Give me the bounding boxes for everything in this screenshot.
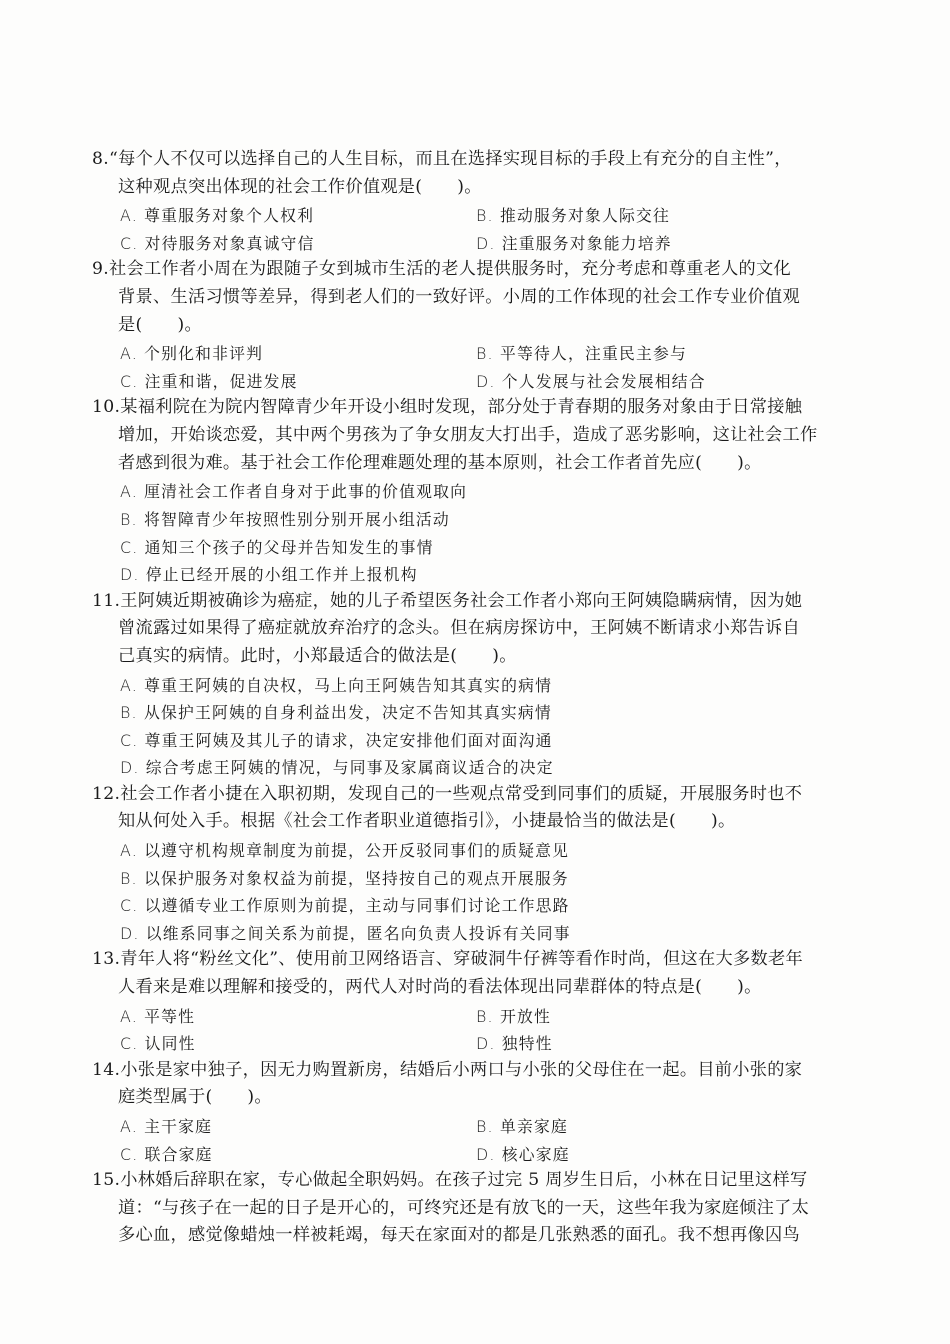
question-stem-text: 小林婚后辞职在家，专心做起全职妈妈。在孩子过完 5 周岁生日后，小林在日记里这样写 (120, 1169, 808, 1190)
question-8 (92, 146, 872, 256)
answer-options (92, 339, 872, 394)
question-stem-line: 背景、生活习惯等差异，得到老人们的一致好评。小周的工作体现的社会工作专业价值观 (118, 286, 801, 307)
answer-option: A. 个别化和非评判 (120, 344, 264, 364)
question-stem-first-line (92, 588, 872, 616)
question-stem-line: 己真实的病情。此时，小郑最适合的做法是( )。 (118, 645, 517, 666)
answer-options (92, 1112, 872, 1167)
question-stem-first-line (92, 781, 872, 809)
option-row (120, 477, 872, 505)
answer-option: B. 从保护王阿姨的自身利益出发，决定不告知其真实病情 (120, 703, 552, 723)
answer-option: C. 对待服务对象真诚守信 (120, 234, 315, 254)
question-stem-first-line (92, 1167, 872, 1195)
question-stem-text: 青年人将“粉丝文化”、使用前卫网络语言、穿破洞牛仔裤等看作时尚，但这在大多数老年 (120, 949, 803, 970)
question-number: 12. (92, 783, 121, 804)
answer-option: D. 独特性 (476, 1034, 553, 1054)
answer-option: C. 尊重王阿姨及其儿子的请求，决定安排他们面对面沟通 (120, 730, 553, 750)
question-number: 13. (92, 949, 121, 970)
answer-option: A. 主干家庭 (120, 1117, 213, 1137)
question-stem-line: 这种观点突出体现的社会工作价值观是( )。 (118, 176, 482, 197)
answer-options (92, 477, 872, 587)
option-row (120, 229, 872, 257)
question-stem-line: 庭类型属于( )。 (118, 1087, 272, 1108)
answer-option: B. 将智障青少年按照性别分别开展小组活动 (120, 510, 450, 530)
option-row (120, 339, 872, 367)
exam-page (92, 146, 872, 1250)
answer-option: D. 停止已经开展的小组工作并上报机构 (120, 565, 418, 585)
option-row (120, 919, 872, 947)
answer-options (92, 670, 872, 780)
question-number: 14. (92, 1059, 121, 1080)
question-9 (92, 256, 872, 394)
question-stem-text: 社会工作者小捷在入职初期，发现自己的一些观点常受到同事们的质疑，开展服务时也不 (120, 783, 803, 804)
question-number: 11. (92, 590, 121, 611)
answer-option: C. 认同性 (120, 1034, 196, 1054)
answer-option: B. 以保护服务对象权益为前提，坚持按自己的观点开展服务 (120, 868, 569, 888)
question-14 (92, 1057, 872, 1167)
answer-option: D. 综合考虑王阿姨的情况，与同事及家属商议适合的决定 (120, 758, 554, 778)
answer-option: A. 尊重王阿姨的自决权，马上向王阿姨告知其真实的病情 (120, 675, 553, 695)
question-stem-line: 是( )。 (118, 314, 202, 335)
question-stem-line: 知从何处入手。根据《社会工作者职业道德指引》，小捷最恰当的做法是( )。 (118, 811, 736, 832)
question-12 (92, 781, 872, 947)
question-stem-line: 增加，开始谈恋爱，其中两个男孩为了争女朋友大打出手，造成了恶劣影响，这让社会工作 (118, 424, 818, 445)
question-stem-text: 王阿姨近期被确诊为癌症，她的儿子希望医务社会工作者小郑向王阿姨隐瞒病情，因为她 (120, 590, 803, 611)
question-stem-line: 曾流露过如果得了癌症就放弃治疗的念头。但在病房探访中，王阿姨不断请求小郑告诉自 (118, 618, 801, 639)
question-stem-line: 多心血，感觉像蜡烛一样被耗竭，每天在家面对的都是几张熟悉的面孔。我不想再像囚鸟 (118, 1225, 801, 1246)
option-row (120, 505, 872, 533)
question-stem-text: 社会工作者小周在为跟随子女到城市生活的老人提供服务时，充分考虑和尊重老人的文化 (109, 259, 792, 280)
answer-option: C. 以遵循专业工作原则为前提，主动与同事们讨论工作思路 (120, 896, 570, 916)
answer-option: C. 注重和谐，促进发展 (120, 372, 298, 392)
answer-option: A. 尊重服务对象个人权利 (120, 206, 315, 226)
option-row (120, 1001, 872, 1029)
answer-options (92, 836, 872, 946)
question-stem-first-line (92, 394, 872, 422)
option-row (120, 670, 872, 698)
answer-options (92, 1001, 872, 1056)
question-stem-text: 某福利院在为院内智障青少年开设小组时发现，部分处于青春期的服务对象由于日常接触 (120, 397, 803, 418)
question-number: 9. (92, 259, 109, 280)
option-row (120, 891, 872, 919)
option-row (120, 367, 872, 395)
option-row (120, 1112, 872, 1140)
question-number: 8. (92, 149, 109, 169)
answer-option: B. 单亲家庭 (476, 1117, 568, 1137)
question-stem-line: 者感到很为难。基于社会工作伦理难题处理的基本原则，社会工作者首先应( )。 (118, 452, 762, 473)
answer-option: A. 厘清社会工作者自身对于此事的价值观取向 (120, 482, 468, 502)
answer-option: C. 通知三个孩子的父母并告知发生的事情 (120, 537, 434, 557)
option-row (120, 560, 872, 588)
option-row (120, 532, 872, 560)
question-11 (92, 588, 872, 781)
option-row (120, 863, 872, 891)
answer-option: D. 核心家庭 (476, 1144, 570, 1164)
option-row (120, 1029, 872, 1057)
question-stem-line: 道：“与孩子在一起的日子是开心的，可终究还是有放飞的一天，这些年我为家庭倾注了太 (118, 1197, 810, 1218)
question-number: 15. (92, 1169, 121, 1190)
question-stem-first-line (92, 146, 872, 174)
question-stem-first-line (92, 256, 872, 284)
answer-option: A. 平等性 (120, 1006, 196, 1026)
answer-option: A. 以遵守机构规章制度为前提，公开反驳同事们的质疑意见 (120, 841, 570, 861)
answer-option: C. 联合家庭 (120, 1144, 213, 1164)
answer-option: D. 个人发展与社会发展相结合 (476, 372, 706, 392)
option-row (120, 753, 872, 781)
answer-option: B. 推动服务对象人际交往 (476, 206, 670, 226)
question-stem-line: 人看来是难以理解和接受的，两代人对时尚的看法体现出同辈群体的特点是( )。 (118, 976, 762, 997)
question-10 (92, 394, 872, 587)
question-stem-first-line (92, 946, 872, 974)
question-number: 10. (92, 397, 121, 418)
answer-option: B. 开放性 (476, 1006, 551, 1026)
answer-option: D. 以维系同事之间关系为前提，匿名向负责人投诉有关同事 (120, 923, 571, 943)
option-row (120, 725, 872, 753)
question-13 (92, 946, 872, 1056)
question-stem-first-line (92, 1057, 872, 1085)
question-15 (92, 1167, 872, 1250)
question-stem-text: 小张是家中独子，因无力购置新房，结婚后小两口与小张的父母住在一起。目前小张的家 (120, 1059, 803, 1080)
answer-option: B. 平等待人，注重民主参与 (476, 344, 687, 364)
option-row (120, 201, 872, 229)
option-row (120, 698, 872, 726)
answer-option: D. 注重服务对象能力培养 (476, 234, 672, 254)
option-row (120, 836, 872, 864)
question-stem-text: “每个人不仅可以选择自己的人生目标，而且在选择实现目标的手段上有充分的自主性”， (109, 149, 792, 169)
answer-options (92, 201, 872, 256)
option-row (120, 1139, 872, 1167)
